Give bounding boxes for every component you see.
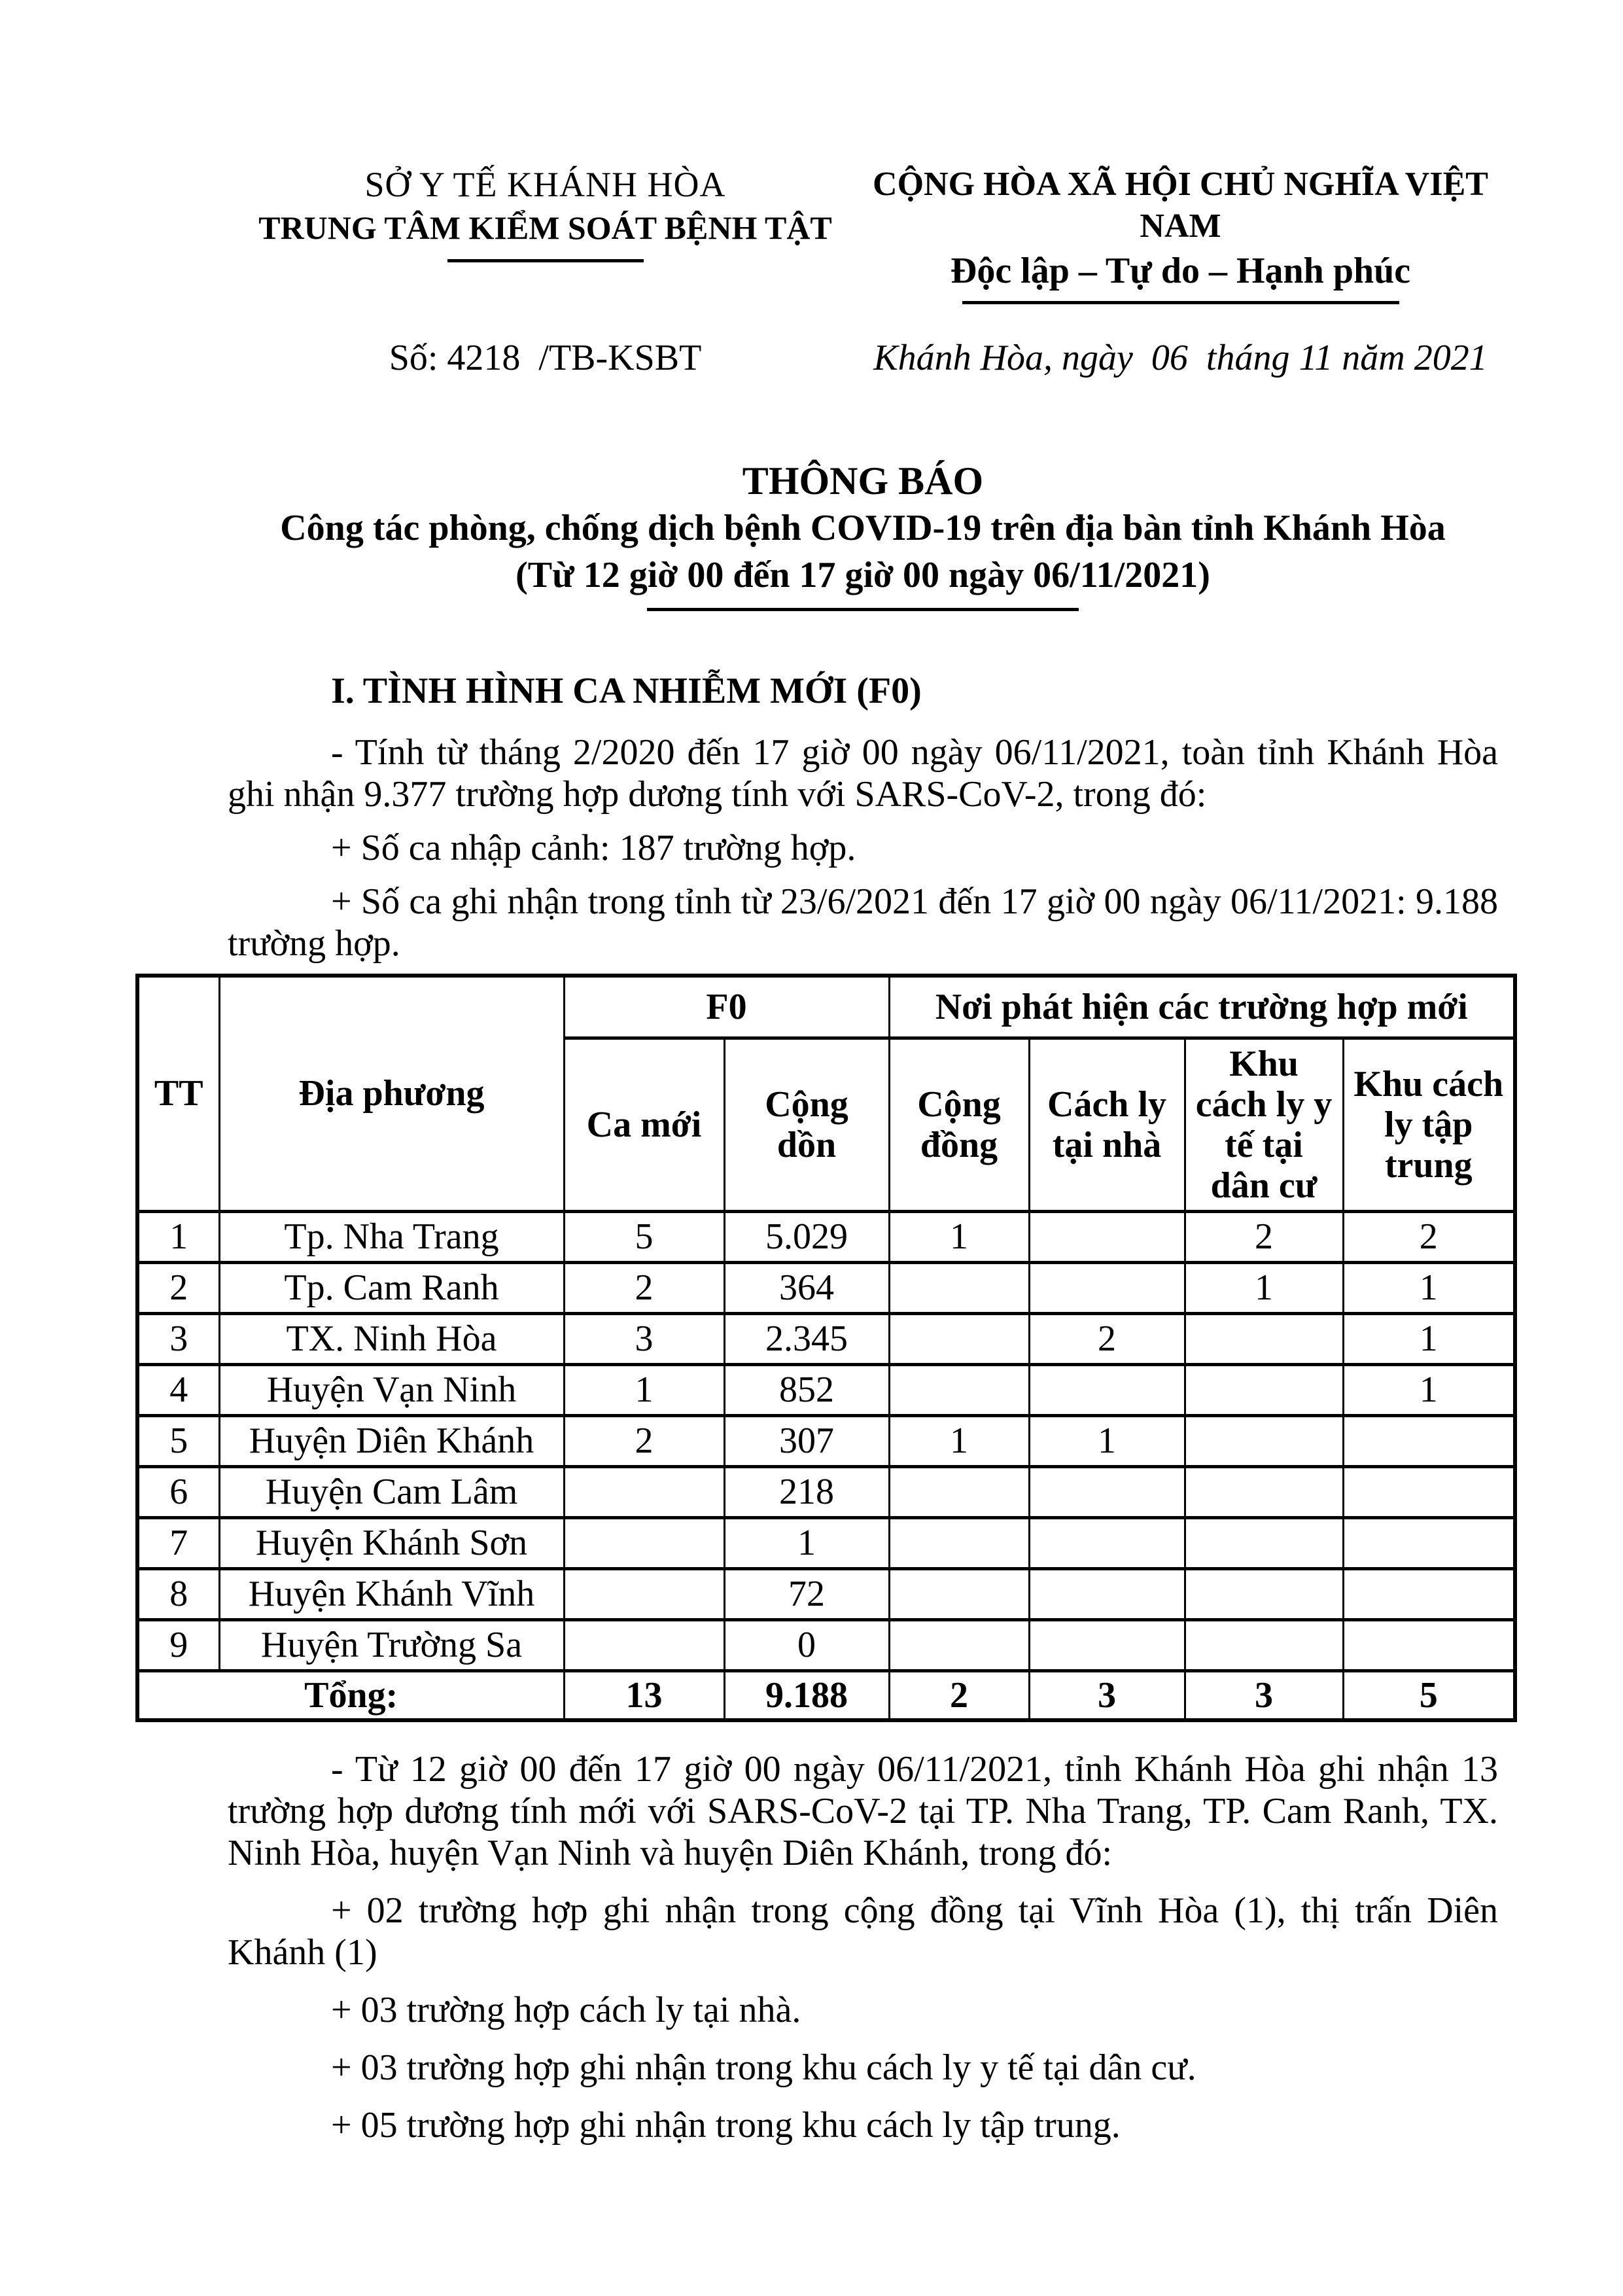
cell-medical-quarantine: 1 bbox=[1185, 1262, 1343, 1313]
cell-locality: TX. Ninh Hòa bbox=[219, 1313, 564, 1364]
total-community: 2 bbox=[889, 1670, 1029, 1720]
cell-medical-quarantine: 2 bbox=[1185, 1211, 1343, 1262]
col-header-community: Cộng đồng bbox=[889, 1038, 1029, 1211]
section1-paragraph-3: + Số ca ghi nhận trong tỉnh từ 23/6/2021 đến 17 giờ 00 ngày 06/11/2021: 9.188 trường hợp. bbox=[228, 881, 1498, 964]
col-group-detection-place: Nơi phát hiện các trường hợp mới bbox=[889, 976, 1515, 1038]
cell-medical-quarantine bbox=[1185, 1415, 1343, 1466]
cell-cumulative: 364 bbox=[724, 1262, 889, 1313]
col-header-tt: TT bbox=[137, 976, 219, 1211]
national-motto: Độc lập – Tự do – Hạnh phúc bbox=[950, 251, 1411, 291]
cell-tt: 1 bbox=[137, 1211, 219, 1262]
table-row bbox=[137, 1466, 1515, 1517]
table-row bbox=[137, 1568, 1515, 1619]
section2-paragraph-2: + 02 trường hợp ghi nhận trong cộng đồng tại Vĩnh Hòa (1), thị trấn Diên Khánh (1) bbox=[228, 1890, 1498, 1973]
cell-tt: 4 bbox=[137, 1364, 219, 1415]
cell-community bbox=[889, 1466, 1029, 1517]
cell-home-quarantine: 1 bbox=[1029, 1415, 1185, 1466]
cell-cumulative: 5.029 bbox=[724, 1211, 889, 1262]
section2-paragraph-3: + 03 trường hợp cách ly tại nhà. bbox=[331, 1990, 801, 2030]
cell-home-quarantine bbox=[1029, 1619, 1185, 1670]
place-and-date: Khánh Hòa, ngày 06 tháng 11 năm 2021 bbox=[873, 338, 1488, 378]
cell-new-cases bbox=[564, 1517, 724, 1568]
table-row bbox=[137, 1211, 1515, 1262]
cell-community: 1 bbox=[889, 1211, 1029, 1262]
col-group-f0: F0 bbox=[564, 976, 889, 1038]
total-label: Tổng: bbox=[137, 1670, 564, 1720]
section2-paragraph-4: + 03 trường hợp ghi nhận trong khu cách ly y tế tại dân cư. bbox=[331, 2047, 1196, 2088]
cell-home-quarantine bbox=[1029, 1466, 1185, 1517]
cell-locality: Tp. Cam Ranh bbox=[219, 1262, 564, 1313]
cell-cumulative: 1 bbox=[724, 1517, 889, 1568]
cell-tt: 6 bbox=[137, 1466, 219, 1517]
col-header-cumulative: Cộng dồn bbox=[724, 1038, 889, 1211]
cell-new-cases bbox=[564, 1568, 724, 1619]
cell-central-quarantine bbox=[1343, 1517, 1515, 1568]
cell-locality: Huyện Trường Sa bbox=[219, 1619, 564, 1670]
table-row bbox=[137, 1313, 1515, 1364]
cell-central-quarantine bbox=[1343, 1466, 1515, 1517]
table-row bbox=[137, 1517, 1515, 1568]
cell-home-quarantine bbox=[1029, 1211, 1185, 1262]
cell-home-quarantine bbox=[1029, 1517, 1185, 1568]
cell-central-quarantine: 1 bbox=[1343, 1262, 1515, 1313]
total-home-quarantine: 3 bbox=[1029, 1670, 1185, 1720]
number-date-row bbox=[228, 337, 1498, 379]
cell-community bbox=[889, 1364, 1029, 1415]
cell-cumulative: 2.345 bbox=[724, 1313, 889, 1364]
total-medical-quarantine: 3 bbox=[1185, 1670, 1343, 1720]
cell-locality: Tp. Nha Trang bbox=[219, 1211, 564, 1262]
table-row bbox=[137, 1262, 1515, 1313]
cell-central-quarantine bbox=[1343, 1568, 1515, 1619]
total-central-quarantine: 5 bbox=[1343, 1670, 1515, 1720]
cell-home-quarantine bbox=[1029, 1262, 1185, 1313]
cell-medical-quarantine bbox=[1185, 1466, 1343, 1517]
org-name: TRUNG TÂM KIỂM SOÁT BỆNH TẬT bbox=[258, 209, 832, 246]
cell-new-cases: 2 bbox=[564, 1415, 724, 1466]
section1-heading: I. TÌNH HÌNH CA NHIỄM MỚI (F0) bbox=[331, 671, 922, 711]
col-header-new-cases: Ca mới bbox=[564, 1038, 724, 1211]
cell-tt: 8 bbox=[137, 1568, 219, 1619]
cell-central-quarantine bbox=[1343, 1415, 1515, 1466]
total-new-cases: 13 bbox=[564, 1670, 724, 1720]
issuing-org-block bbox=[228, 164, 863, 304]
cell-locality: Huyện Khánh Sơn bbox=[219, 1517, 564, 1568]
cell-locality: Huyện Khánh Vĩnh bbox=[219, 1568, 564, 1619]
table-row bbox=[137, 1415, 1515, 1466]
motto-underline bbox=[962, 301, 1399, 304]
cell-tt: 3 bbox=[137, 1313, 219, 1364]
table-header-row-groups bbox=[137, 976, 1515, 1038]
title-underline bbox=[647, 608, 1079, 611]
cell-community bbox=[889, 1262, 1029, 1313]
cell-tt: 2 bbox=[137, 1262, 219, 1313]
org-underline bbox=[447, 259, 644, 262]
total-cumulative: 9.188 bbox=[724, 1670, 889, 1720]
document-period: (Từ 12 giờ 00 đến 17 giờ 00 ngày 06/11/2021) bbox=[515, 555, 1210, 595]
cell-cumulative: 218 bbox=[724, 1466, 889, 1517]
section1-paragraph-1: - Tính từ tháng 2/2020 đến 17 giờ 00 ngày 06/11/2021, toàn tỉnh Khánh Hòa ghi nhận 9.377 trường hợp dương tính với SARS-CoV-2, trong đó: bbox=[228, 732, 1498, 815]
cell-locality: Huyện Cam Lâm bbox=[219, 1466, 564, 1517]
cell-locality: Huyện Vạn Ninh bbox=[219, 1364, 564, 1415]
cell-medical-quarantine bbox=[1185, 1313, 1343, 1364]
cell-community: 1 bbox=[889, 1415, 1029, 1466]
cell-tt: 5 bbox=[137, 1415, 219, 1466]
section2-paragraph-5: + 05 trường hợp ghi nhận trong khu cách ly tập trung. bbox=[331, 2105, 1121, 2146]
col-header-central-quarantine: Khu cách ly tập trung bbox=[1343, 1038, 1515, 1211]
table-row bbox=[137, 1364, 1515, 1415]
cell-new-cases: 2 bbox=[564, 1262, 724, 1313]
cell-central-quarantine: 2 bbox=[1343, 1211, 1515, 1262]
cell-medical-quarantine bbox=[1185, 1619, 1343, 1670]
cases-table bbox=[135, 974, 1517, 1722]
section1-paragraph-2: + Số ca nhập cảnh: 187 trường hợp. bbox=[331, 828, 856, 868]
document-title: THÔNG BÁO bbox=[742, 459, 984, 503]
cell-new-cases: 1 bbox=[564, 1364, 724, 1415]
cell-new-cases: 3 bbox=[564, 1313, 724, 1364]
cell-central-quarantine: 1 bbox=[1343, 1313, 1515, 1364]
cell-tt: 9 bbox=[137, 1619, 219, 1670]
cell-community bbox=[889, 1313, 1029, 1364]
col-header-locality: Địa phương bbox=[219, 976, 564, 1211]
document-subtitle: Công tác phòng, chống dịch bệnh COVID-19 trên địa bàn tỉnh Khánh Hòa bbox=[280, 508, 1446, 548]
org-parent-name: SỞ Y TẾ KHÁNH HÒA bbox=[364, 165, 726, 204]
cell-medical-quarantine bbox=[1185, 1568, 1343, 1619]
section2-paragraph-1: - Từ 12 giờ 00 đến 17 giờ 00 ngày 06/11/2021, tỉnh Khánh Hòa ghi nhận 13 trường hợp dương tính mới với SARS-CoV-2 tại TP. Nha Trang, TP. Cam Ranh, TX. Ninh Hòa, huyện Vạn Ninh và huyện Diên Khánh, trong đó: bbox=[228, 1749, 1498, 1873]
national-title: CỘNG HÒA XÃ HỘI CHỦ NGHĨA VIỆT NAM bbox=[873, 166, 1488, 245]
cell-community bbox=[889, 1568, 1029, 1619]
table-total-row bbox=[137, 1670, 1515, 1720]
cell-home-quarantine bbox=[1029, 1364, 1185, 1415]
cell-home-quarantine: 2 bbox=[1029, 1313, 1185, 1364]
cell-community bbox=[889, 1619, 1029, 1670]
national-header-block bbox=[863, 164, 1498, 304]
cell-new-cases: 5 bbox=[564, 1211, 724, 1262]
cell-new-cases bbox=[564, 1466, 724, 1517]
cell-cumulative: 852 bbox=[724, 1364, 889, 1415]
col-header-medical-quarantine-area: Khu cách ly y tế tại dân cư bbox=[1185, 1038, 1343, 1211]
cell-tt: 7 bbox=[137, 1517, 219, 1568]
col-header-home-quarantine: Cách ly tại nhà bbox=[1029, 1038, 1185, 1211]
cell-medical-quarantine bbox=[1185, 1517, 1343, 1568]
cell-cumulative: 307 bbox=[724, 1415, 889, 1466]
cell-medical-quarantine bbox=[1185, 1364, 1343, 1415]
title-block bbox=[228, 457, 1498, 611]
table-row bbox=[137, 1619, 1515, 1670]
document-number: Số: 4218 /TB-KSBT bbox=[389, 338, 702, 378]
letterhead bbox=[228, 164, 1498, 304]
cell-cumulative: 0 bbox=[724, 1619, 889, 1670]
cell-locality: Huyện Diên Khánh bbox=[219, 1415, 564, 1466]
cell-cumulative: 72 bbox=[724, 1568, 889, 1619]
cell-home-quarantine bbox=[1029, 1568, 1185, 1619]
cell-new-cases bbox=[564, 1619, 724, 1670]
cell-community bbox=[889, 1517, 1029, 1568]
cell-central-quarantine: 1 bbox=[1343, 1364, 1515, 1415]
cell-central-quarantine bbox=[1343, 1619, 1515, 1670]
